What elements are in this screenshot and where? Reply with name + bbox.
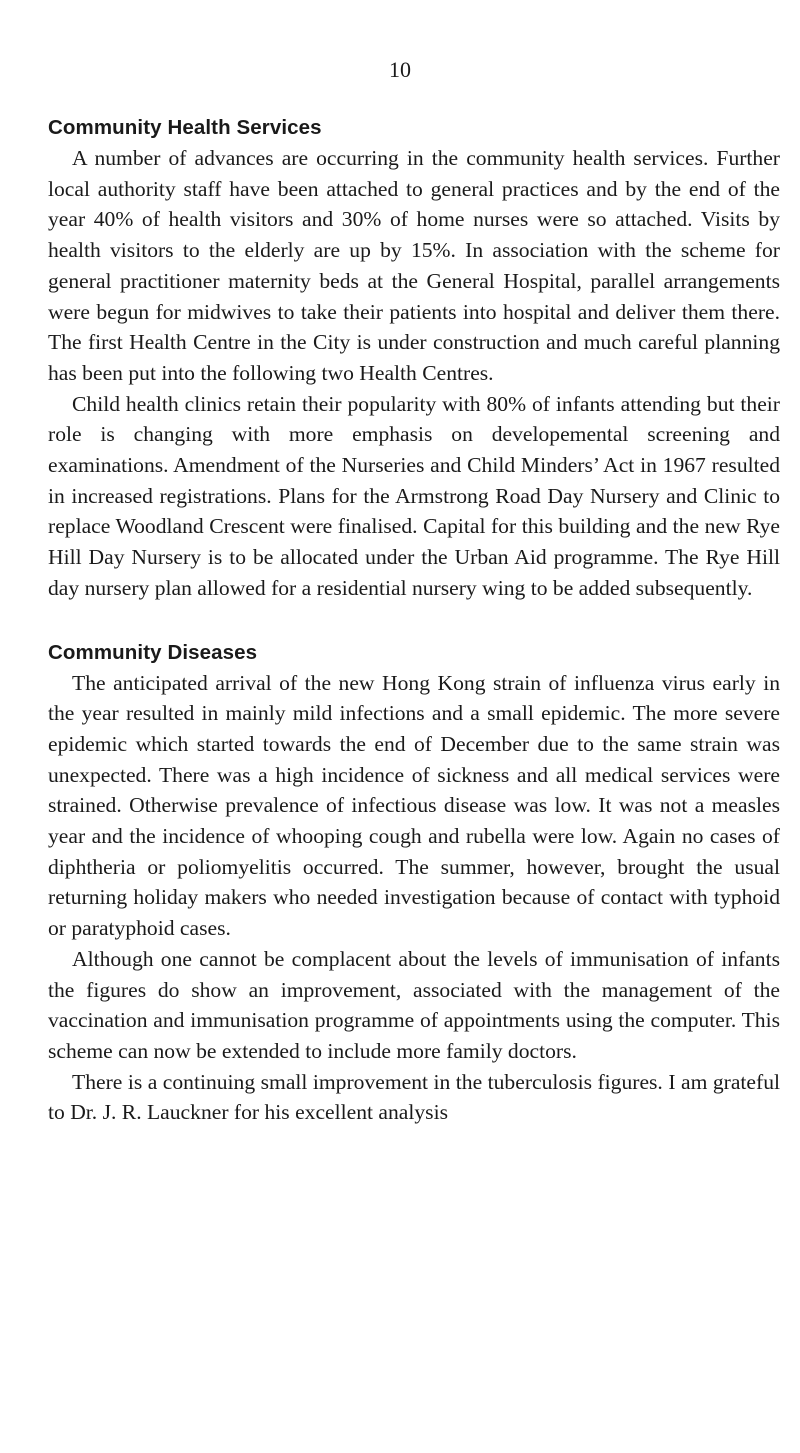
page-number: 10 (389, 57, 411, 82)
page-content (48, 112, 780, 1128)
section-community-health-services (48, 112, 780, 604)
paragraph: Although one cannot be complacent about the levels of immunisation of infants the figures do show an improvement, associated with the management of the vaccination and immunisation programme of appointments using the computer. This scheme can now be extended to include more family doctors. (48, 946, 780, 1063)
paragraph: Child health clinics retain their popularity with 80% of infants attending but their role is changing with more emphasis on developemental screening and examinations. Amendment of the Nurseries and Child Minders’ Act in 1967 resulted in increased registrations. Plans for the Armstrong Road Day Nursery and Clinic to replace Woodland Crescent were finalised. Capital for this building and the new Rye Hill Day Nursery is to be allocated under the Urban Aid programme. The Rye Hill day nursery plan allowed for a residential nursery wing to be added subsequently. (48, 391, 780, 600)
section-spacer (48, 604, 780, 637)
paragraph: The anticipated arrival of the new Hong Kong strain of influenza virus early in the year resulted in mainly mild infections and a small epidemic. The more severe epidemic which started towards the end of December due to the same strain was unexpected. There was a high incidence of sickness and all medical services were strained. Otherwise prevalence of infectious disease was low. It was not a measles year and the incidence of whooping cough and rubella were low. Again no cases of diphtheria or poliomyelitis occurred. The summer, however, brought the usual returning holiday makers who needed investigation because of contact with typhoid or paratyphoid cases. (48, 670, 780, 941)
section-heading: Community Health Services (48, 116, 322, 139)
paragraph: A number of advances are occurring in the community health services. Further local authority staff have been attached to general practices and by the end of the year 40% of health visitors and 30% of home nurses were so attached. Visits by health visitors to the elderly are up by 15%. In association with the scheme for general practitioner maternity beds at the General Hospital, parallel arrangements were begun for midwives to take their patients into hospital and deliver them there. The first Health Centre in the City is under construction and much careful planning has been put into the following two Health Centres. (48, 146, 780, 385)
section-community-diseases (48, 637, 780, 1129)
paragraph: There is a continuing small improvement in the tuberculosis figures. I am grateful to Dr. J. R. Lauckner for his excellent analysis (48, 1069, 780, 1125)
section-heading: Community Diseases (48, 640, 258, 664)
